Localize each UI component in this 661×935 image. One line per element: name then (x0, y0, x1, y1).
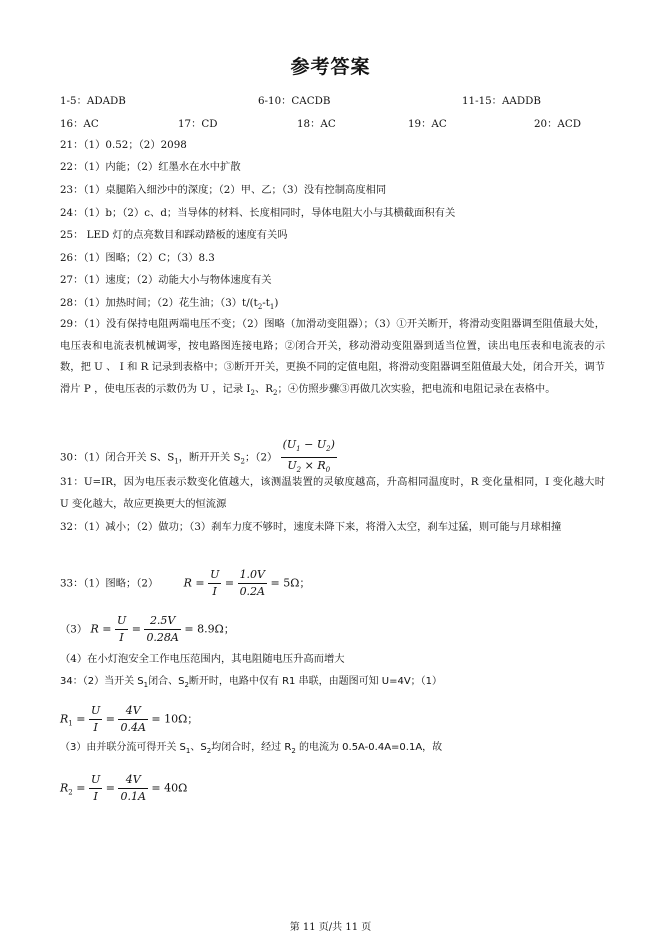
answer-24: 24：（1）b；（2）c、d；当导体的材料、长度相同时，导体电阻大小与其横截面积有关 (60, 207, 456, 219)
mc-answer: 19：AC (408, 118, 447, 130)
mc-answer: 20：ACD (534, 118, 581, 130)
answer-31: 31：U=IR，因为电压表示数变化值越大，该测温装置的灵敏度越高，升高相同温度时，R 变化量相同，I 变化越大时 U 变化越大，故应更换更大的恒流源 (60, 476, 605, 510)
answer-22: 22：（1）内能；（2）红墨水在水中扩散 (60, 161, 241, 173)
mc-answer: 18：AC (297, 118, 336, 130)
answer-33-part2: 33：（1）图略；（2） R = $\frac{U}{I}$ = $\frac{1.0V}{0.2A}$ = 5Ω； (60, 568, 311, 598)
fraction-u1-minus-u2: $\frac{(U_1 - U_2)}{U_2 \times R_0}$ (282, 438, 335, 475)
answer-29: 29：（1）没有保持电阻两端电压不变；（2）图略（加滑动变阻器）；（3）①开关断开，将滑动变阻器调至阻值最大处，电压表和电流表机械调零，按电路图连接电路；②闭合开关，移动滑动变阻器到适当位置，读出电压表和电流表的示数，把 U 、 I 和 R 记录到表格中；③断开开关，更换不同的定值电阻，将滑动变阻器调至阻值最大处，闭合开关，调节滑片 P ，使电压表的示数仍为 U ，记录 $I_2$、$R_2$；④仿照步骤③再做几次实验，把电流和电阻记录在表格中。 (60, 318, 605, 397)
answer-32: 32：（1）减小；（2）做功；（3）刹车力度不够时，速度未降下来，将滑入太空，刹车过猛，则可能与月球相撞 (60, 521, 562, 533)
answer-33-part4: （4）在小灯泡安全工作电压范围内，其电阻随电压升高而增大 (60, 653, 345, 665)
mc-answer: 16：AC (60, 118, 99, 130)
answer-34-eq1: $R_1$ = $\frac{U}{I}$ = $\frac{4V}{0.4A}$ = 10Ω； (60, 704, 199, 734)
mc-answer: 6-10：CACDB (258, 95, 331, 107)
mc-answer: 1-5：ADADB (60, 95, 126, 107)
answer-26: 26：（1）图略；（2）C；（3）8.3 (60, 252, 215, 264)
answer-27: 27：（1）速度；（2）动能大小与物体速度有关 (60, 274, 272, 286)
mc-answer: 11-15：AADDB (462, 95, 541, 107)
answer-25: 25： LED 灯的点亮数目和踩动踏板的速度有关吗 (60, 229, 288, 241)
page-title: 参考答案 (290, 56, 371, 78)
answer-21: 21：（1）0.52；（2）2098 (60, 139, 187, 151)
answer-30: 30：（1）闭合开关 S、$S_1$，断开开关 $S_2$；（2） $\frac{(U_1 - U_2)}{U_2 \times R_0}$ (60, 438, 337, 477)
answer-34-eq2: $R_2$ = $\frac{U}{I}$ = $\frac{4V}{0.1A}$ = 40Ω (60, 773, 188, 803)
answer-34-line2: （3）由并联分流可得开关 $S_1$、$S_2$均闭合时，经过 $R_2$ 的电流为 0.5A-0.4A=0.1A，故 (60, 742, 443, 755)
answer-28: 28：（1）加热时间；（2）花生油；$(3)t/(t_2-t_1)$ (60, 297, 279, 312)
mc-answer: 17：CD (178, 118, 218, 130)
answer-34-line1: 34：（2）当开关 $S_1$闭合、$S_2$断开时，电路中仅有 R1 串联，由题图可知 U=4V；（1） (60, 676, 443, 689)
answer-33-part3: （3） R = $\frac{U}{I}$ = $\frac{2.5V}{0.28A}$ = 8.9Ω； (60, 614, 235, 644)
answer-23: 23：（1）桌腿陷入细沙中的深度；（2）甲、乙；（3）没有控制高度相同 (60, 184, 387, 196)
page-footer: 第 11 页/共 11 页 (289, 922, 372, 933)
